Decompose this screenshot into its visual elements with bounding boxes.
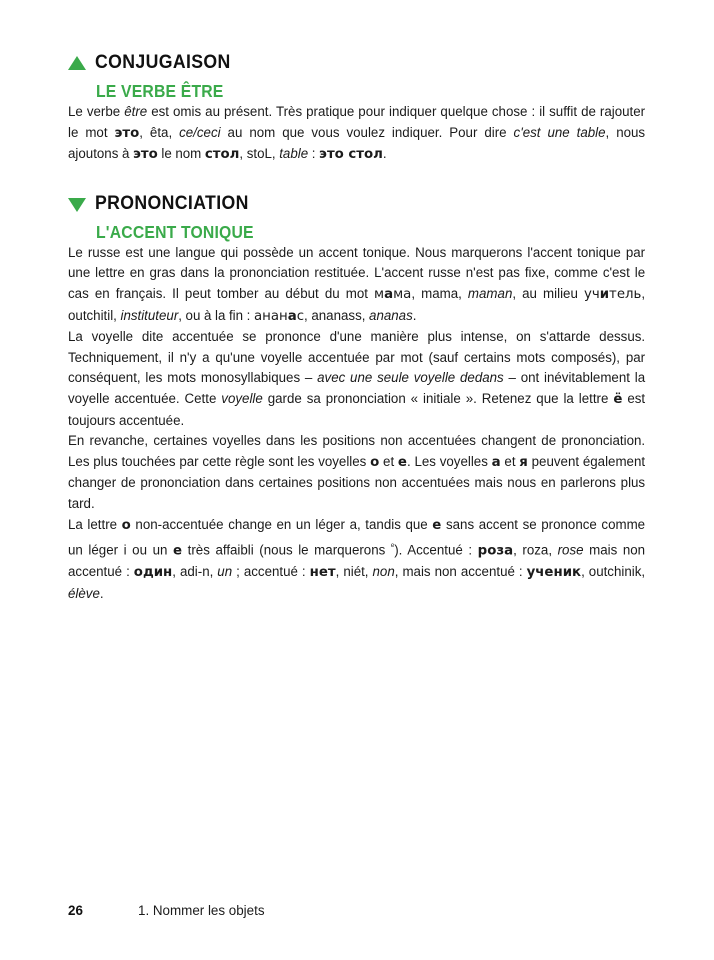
italic-run: maman <box>467 285 513 301</box>
page-number: 26 <box>68 903 83 918</box>
page-footer <box>68 903 265 918</box>
cyrillic-bold-run: стол <box>204 147 240 163</box>
text-run: , outchinik, <box>581 564 646 580</box>
text-run: , mama, <box>411 285 468 301</box>
cyrillic-run: с <box>296 308 305 324</box>
text-run: peuvent également changer de prononciation dans certaines positions non accentuées mais nous en parlerons plus tard. <box>68 453 646 511</box>
cyrillic-stressed-run: а <box>287 308 297 324</box>
paragraph-accent-4 <box>68 515 645 605</box>
paragraph-accent-3 <box>68 431 645 514</box>
italic-run: non <box>372 564 395 580</box>
cyrillic-run: н <box>309 565 319 581</box>
text-run: le nom <box>157 146 205 162</box>
text-run: très affaibli (nous le marquerons <box>182 542 391 558</box>
section-header-prononciation <box>68 193 648 215</box>
section-title-conjugaison: CONJUGAISON <box>95 52 231 73</box>
cyrillic-stressed-run: я <box>519 454 528 470</box>
text-run: , ou à la fin : <box>178 307 254 323</box>
cyrillic-stressed-run: о <box>121 517 131 533</box>
cyrillic-run: тель <box>609 286 642 302</box>
text-run: Le russe est une langue qui possède un accent tonique. Nous marquerons l'accent tonique par une lettre en gras dans la prononciation restituée. L'accent russe n'est pas fixe, comme c'est le cas en français. Il peut tomber au début du mot <box>68 244 646 301</box>
text-run: et <box>500 453 520 469</box>
cyrillic-run: р <box>477 543 488 559</box>
italic-run: un <box>217 564 233 580</box>
text-run: . <box>382 146 387 162</box>
italic-run: ananas <box>369 307 413 323</box>
cyrillic-stressed-run: е <box>544 565 554 581</box>
cyrillic-run: од <box>133 565 154 581</box>
italic-run: ce/ceci <box>179 124 221 140</box>
italic-run: voyelle <box>221 390 263 406</box>
text-run: En revanche, certaines voyelles dans les positions non accentuées changent de prononciation. Les plus touchées par cette règle sont les voyelles <box>68 433 646 469</box>
italic-run: avec une seule voyelle dedans <box>317 370 504 386</box>
cyrillic-stressed-run: е <box>397 454 407 470</box>
text-run: La voyelle dite accentuée se prononce d'une manière plus intense, on s'attarde dessus. Techniquement, il n'y a qu'une voyelle accentuée par mot (sauf certains mots composés), par conséquent, les mots monosyllabiques – <box>68 329 646 386</box>
text-run: est omis au présent. Très pratique pour indiquer quelque chose : il suffit de rajouter le mot <box>68 104 646 140</box>
text-run: , au milieu <box>512 285 584 301</box>
text-run: . <box>412 307 417 323</box>
cyrillic-run: т <box>327 565 336 581</box>
italic-run: élève <box>68 585 100 601</box>
text-run: garde sa prononciation « initiale ». Retenez que la lettre <box>262 390 614 406</box>
text-run: La lettre <box>68 516 122 532</box>
cyrillic-stressed-run: е <box>173 543 183 559</box>
italic-run: instituteur <box>120 307 179 323</box>
cyrillic-stressed-run: а <box>384 286 394 302</box>
cyrillic-run: н <box>163 565 173 581</box>
italic-run: c'est une table <box>513 124 606 140</box>
text-run: non-accentuée change en un léger a, tandis que <box>130 516 433 532</box>
cyrillic-run: анан <box>253 308 288 324</box>
text-run: est toujours accentuée. <box>68 390 646 428</box>
cyrillic-stressed-run: а <box>491 454 501 470</box>
paragraph-verbe-etre <box>68 102 645 166</box>
text-run: , adi-n, <box>172 564 218 580</box>
text-run: , ananass, <box>304 307 370 323</box>
cyrillic-stressed-run: и <box>599 286 610 302</box>
cyrillic-bold-run: это <box>114 125 140 141</box>
text-run: , mais non accentué : <box>394 564 527 580</box>
text-run: au nom que vous voulez indiquer. Pour dire <box>220 124 514 140</box>
section-subtitle-le-verbe-etre: LE VERBE ÊTRE <box>96 81 224 101</box>
section-title-prononciation: PRONONCIATION <box>95 192 249 214</box>
text-run: ; accentué : <box>232 564 310 580</box>
text-run: ). Accentué : <box>394 542 478 558</box>
cyrillic-stressed-run: и <box>153 565 164 581</box>
cyrillic-run: м <box>374 286 385 302</box>
text-run: . Les voyelles <box>406 453 492 469</box>
cyrillic-stressed-run: ё <box>613 391 623 407</box>
cyrillic-stressed-run: о <box>487 543 497 559</box>
page-content <box>68 52 648 604</box>
section-subtitle-accent-tonique: L'ACCENT TONIQUE <box>96 221 254 242</box>
text-run: , stoL, <box>239 146 280 162</box>
triangle-up-icon <box>68 56 86 70</box>
text-run: sans accent se prononce comme un léger i ou un <box>68 516 646 558</box>
cyrillic-stressed-run: о <box>370 454 380 470</box>
text-run: . <box>99 585 104 601</box>
superscript-marker: ᵉ <box>390 541 395 552</box>
text-run: : <box>308 146 320 162</box>
text-run: , êta, <box>139 124 180 140</box>
cyrillic-stressed-run: е <box>318 565 328 581</box>
cyrillic-stressed-run: е <box>432 517 442 533</box>
cyrillic-run: ник <box>553 565 582 581</box>
cyrillic-run: за <box>496 543 514 559</box>
text-run: , niét, <box>335 564 373 580</box>
text-run: – ont inévitablement la voyelle accentuée. Cette <box>68 370 646 406</box>
text-run: Le verbe <box>68 104 125 119</box>
italic-run: rose <box>557 542 584 558</box>
text-run: , outchitil, <box>68 285 646 323</box>
cyrillic-bold-run: это стол <box>319 147 383 163</box>
cyrillic-run: уч <box>526 565 545 581</box>
italic-run: table <box>279 146 309 162</box>
text-run: , nous ajoutons à <box>68 124 646 162</box>
text-run: mais non accentué : <box>68 542 646 580</box>
section-header-conjugaison <box>68 52 648 74</box>
italic-run: être <box>124 104 148 119</box>
cyrillic-run: уч <box>583 286 600 302</box>
paragraph-accent-1 <box>68 243 645 327</box>
cyrillic-bold-run: это <box>133 147 158 163</box>
cyrillic-run: ма <box>393 286 412 302</box>
text-run: et <box>379 453 398 469</box>
triangle-down-icon <box>68 198 86 212</box>
text-run: , roza, <box>513 542 558 558</box>
chapter-label: 1. Nommer les objets <box>138 903 265 918</box>
paragraph-accent-2 <box>68 327 645 431</box>
